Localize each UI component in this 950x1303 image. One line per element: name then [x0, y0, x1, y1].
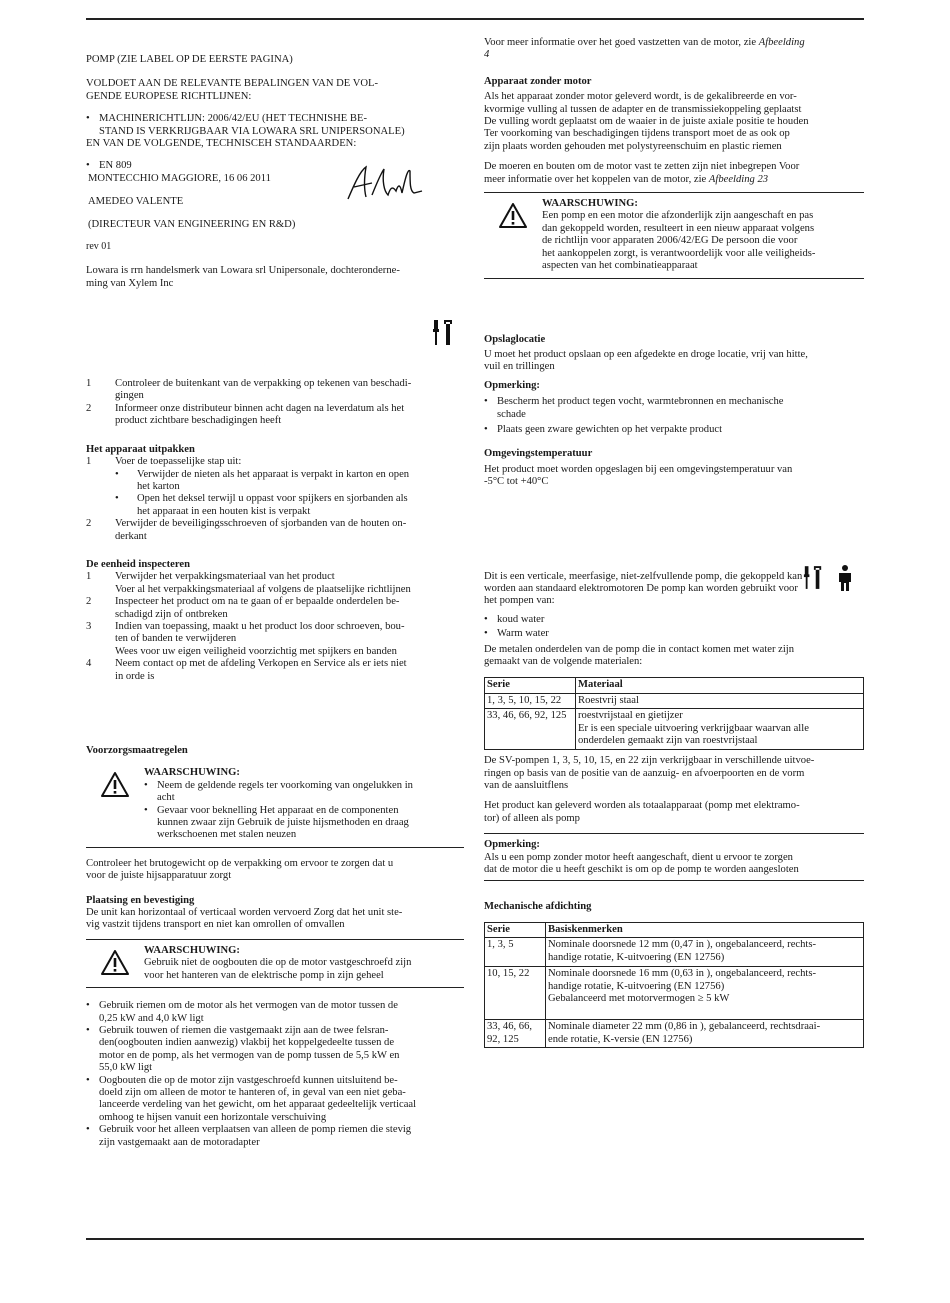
- sv-line: De SV-pompen 1, 3, 5, 10, 15, en 22 zijn verkrijgbaar in verschillende uitvoe-: [484, 755, 815, 767]
- warning-text: het aankoppelen zorgt, is verantwoordelijk voor alle veiligheids-: [542, 247, 816, 259]
- warning-title: WAARSCHUWING:: [542, 198, 638, 210]
- storage-line: vuil en trillingen: [484, 361, 555, 373]
- unpack-heading: Het apparaat uitpakken: [86, 443, 195, 455]
- warning-box: [86, 767, 464, 847]
- warning-text: dan gekoppeld worden, resulteert in een nieuw apparaat volgens: [542, 222, 815, 234]
- note-title: Opmerking:: [484, 839, 540, 851]
- list-item: [144, 805, 464, 842]
- step-number: 1: [86, 571, 92, 583]
- text-line: handige rotatie, K-uitvoering (EN 12756): [548, 980, 725, 992]
- step-text: [115, 403, 464, 428]
- warning-text: Een pomp en een motor die afzonderlijk zijn aangeschaft en pas: [542, 210, 814, 222]
- bullet-mark: •: [144, 804, 148, 816]
- text-line: Inspecteer het product om na te gaan of er bepaalde onderdelen be-: [115, 596, 400, 608]
- revision: rev 01: [86, 240, 112, 252]
- bullet-mark: •: [484, 396, 488, 408]
- bullet-mark: •: [484, 628, 488, 640]
- step-number: 2: [86, 596, 92, 608]
- fluid-text: koud water: [497, 613, 545, 625]
- table-cell: 33, 46, 66, 92, 125: [485, 709, 576, 750]
- table-header: Materiaal: [576, 678, 864, 693]
- person-icon: [837, 565, 853, 591]
- fluid-list: [484, 614, 864, 641]
- decl-line: VOLDOET AAN DE RELEVANTE BEPALINGEN VAN DE VOL-: [86, 78, 379, 90]
- step-number: 4: [86, 658, 92, 670]
- figure-ref: Afbeelding 23: [708, 173, 769, 185]
- text-line: Neem de geldende regels ter voorkoming van ongelukken in: [157, 779, 413, 791]
- nomotor-line: De moeren en bouten om de motor vast te zetten zijn niet inbegrepen Voor: [484, 161, 800, 173]
- check-line: voor de juiste hijsapparatuur zorgt: [86, 870, 232, 882]
- step-text: [115, 518, 464, 543]
- text-line: 92, 125: [487, 1033, 519, 1045]
- nomotor-line: [484, 174, 864, 186]
- text-line: Gebruik touwen of riemen die vastgemaakt zijn aan de twee felsran-: [99, 1024, 389, 1036]
- lifting-text: [99, 1025, 464, 1075]
- sv-line: ringen op basis van de positie van de aanzuig- en afvoerpoorten en de vorm: [484, 767, 805, 779]
- list-item: [86, 1124, 464, 1149]
- text-line: Verwijder de nieten als het apparaat is verpakt in karton en open: [137, 468, 410, 480]
- text-line: Gebruik voor het alleen verplaatsen van alleen de pomp riemen die stevig: [99, 1124, 412, 1136]
- list-item: [144, 780, 464, 805]
- table-cell: 1, 3, 5, 10, 15, 22: [485, 693, 576, 708]
- table-cell: 1, 3, 5: [485, 938, 546, 967]
- warning-box: [484, 192, 864, 278]
- bullet-mark: •: [484, 423, 488, 435]
- text-line: acht: [157, 792, 175, 804]
- table-cell: [546, 1020, 864, 1048]
- sv-line: van de aansluitflens: [484, 780, 569, 792]
- bottom-rule: [86, 1238, 864, 1240]
- figure-ref: Afbeelding: [758, 37, 805, 48]
- warning-triangle-icon: [86, 767, 144, 841]
- bullet-mark: •: [484, 613, 488, 625]
- step-text: [115, 596, 464, 621]
- figure-ref: 4: [484, 49, 490, 61]
- text-line: derkant: [115, 530, 147, 542]
- table-row: [485, 693, 864, 708]
- table-row: [485, 922, 864, 937]
- step-text: [115, 571, 464, 596]
- storage-line: U moet het product opslaan op een afgedekte en droge locatie, vrij van hitte,: [484, 348, 808, 360]
- sub-step-text: [137, 469, 409, 494]
- text-line: Er is een speciale uitvoering verkrijgbaar waarvan alle: [578, 722, 809, 734]
- table-row: [485, 938, 864, 967]
- text-line: Verwijder de beveiligingsschroeven of sjorbanden van de houten on-: [115, 518, 407, 530]
- table-cell: [546, 938, 864, 967]
- table-header: Serie: [485, 678, 576, 693]
- warning-title: WAARSCHUWING:: [144, 944, 240, 956]
- note-text: [497, 396, 864, 421]
- bullet-mark: •: [86, 1000, 90, 1012]
- text-line: product zichtbare beschadigingen heeft: [115, 415, 282, 427]
- storage-heading: Opslaglocatie: [484, 333, 546, 345]
- inspect-list: [86, 571, 464, 683]
- precautions-heading: Voorzorgsmaatregelen: [86, 745, 188, 756]
- text-line: STAND IS VERKRIJGBAAR VIA LOWARA SRL UNIPERSONALE): [99, 125, 405, 137]
- storage-notes: [484, 396, 864, 436]
- place-date: MONTECCHIO MAGGIORE, 16 06 2011: [88, 172, 271, 184]
- warning-body: [542, 198, 864, 272]
- text-line: het karton: [137, 480, 180, 492]
- table-cell: [485, 1020, 546, 1048]
- seal-table: [484, 922, 864, 1048]
- note-text: dat de motor die u heeft geschikt is om op de pomp te worden aangesloten: [484, 864, 799, 876]
- text-line: schadigd zijn of ontbreken: [115, 608, 228, 620]
- brand-line: ming van Xylem Inc: [86, 277, 174, 289]
- nomotor-line: De vulling wordt geplaatst om de waaier in de juiste axiale positie te houden: [484, 116, 809, 128]
- text-line: schade: [497, 408, 526, 420]
- list-item: [86, 1000, 464, 1025]
- lifting-text: [99, 1075, 464, 1125]
- text-line: in orde is: [115, 670, 155, 682]
- warning-text: [157, 805, 464, 842]
- unpack-sublist: [86, 469, 464, 519]
- text-line: ten of banden te verwijderen: [115, 633, 237, 645]
- tools-icon: [432, 320, 454, 350]
- materials-line: De metalen onderdelen van de pomp die in contact komen met water zijn: [484, 643, 795, 655]
- signature-image: [344, 165, 424, 203]
- bullet-mark: •: [86, 1074, 90, 1086]
- text-line: Gebruik riemen om de motor als het vermogen van de motor tussen de: [99, 1000, 398, 1012]
- temperature-line: Het product moet worden opgeslagen bij een omgevingstemperatuur van: [484, 463, 793, 475]
- warning-text: aspecten van het combinatieapparaat: [542, 260, 698, 272]
- motor-ref: [484, 37, 864, 49]
- warning-body: [144, 767, 464, 841]
- text-line: Voer al het verpakkingsmateriaal af volgens de plaatselijke richtlijnen: [115, 583, 411, 595]
- text-line: Informeer onze distributeur binnen acht dagen na leverdatum als het: [115, 402, 405, 414]
- table-header: Basiskenmerken: [546, 922, 864, 937]
- text-line: Gebalanceerd met motorvermogen ≥ 5 kW: [548, 993, 730, 1005]
- bullet-mark: •: [86, 113, 90, 125]
- note-box: [484, 833, 864, 876]
- placement-line: vig vastzit tijdens transport en niet kan omrollen of omvallen: [86, 919, 345, 931]
- text-line: den(oogbouten indien aanwezig) vlakbij het koppelgedeelte tussen de: [99, 1037, 395, 1049]
- list-item: [86, 113, 464, 138]
- nomotor-line: zijn plaats worden gehouden met polystyreenschuim en plastic riemen: [484, 140, 782, 152]
- decl-pump: POMP (ZIE LABEL OP DE EERSTE PAGINA): [86, 54, 293, 65]
- text-line: Neem contact op met de afdeling Verkopen en Service als er iets niet: [115, 658, 407, 670]
- bullet-mark: •: [115, 468, 119, 480]
- fluid-text: Warm water: [497, 628, 549, 640]
- text-line: ende rotatie, K-versie (EN 12756): [548, 1033, 693, 1045]
- list-item: [86, 571, 464, 596]
- list-item: [86, 378, 464, 403]
- text-line: Oogbouten die op de motor zijn vastgeschroefd kunnen uitsluitend be-: [99, 1074, 398, 1086]
- step-text: [115, 378, 464, 403]
- text-line: gingen: [115, 390, 144, 402]
- text-line: handige rotatie, K-uitvoering (EN 12756): [548, 951, 725, 963]
- step-number: 1: [86, 378, 92, 390]
- text-line: omhoog te hijsen vanuit een horizontale verschuiving: [99, 1111, 327, 1123]
- bullet-mark: •: [115, 493, 119, 505]
- step-number: 3: [86, 620, 92, 632]
- warning-text: voor het hanteren van de elektrische pomp in zijn geheel: [144, 969, 384, 981]
- text-line: 33, 46, 66,: [487, 1021, 533, 1033]
- table-cell: 10, 15, 22: [485, 967, 546, 1020]
- list-item: [484, 614, 864, 626]
- materials-table: [484, 677, 864, 750]
- unpack-list: [86, 456, 464, 543]
- temperature-line: -5°C tot +40°C: [484, 476, 549, 488]
- warning-triangle-icon: [86, 945, 144, 982]
- lifting-list: [86, 1000, 464, 1149]
- list-item: [484, 396, 864, 421]
- package-inspection-list: [86, 378, 464, 428]
- text-line: Nominale doorsnede 12 mm (0,47 in ), ongebalanceerd, rechts-: [548, 939, 816, 951]
- warning-text: Gebruik niet de oogbouten die op de motor vastgeschroefd zijn: [144, 957, 412, 969]
- warning-title: WAARSCHUWING:: [144, 767, 240, 779]
- table-cell: [576, 709, 864, 750]
- bullet-mark: •: [86, 160, 90, 172]
- warning-text: [157, 780, 464, 805]
- text-line: Controleer de buitenkant van de verpakking op tekenen van beschadi-: [115, 378, 412, 390]
- table-cell: Roestvrij staal: [576, 693, 864, 708]
- text-line: lanceerde verdeling van het gewicht, om het apparaat gedeeltelijk verticaal: [99, 1099, 417, 1111]
- text-line: 55,0 kW ligt: [99, 1062, 153, 1074]
- signature-block: [86, 173, 464, 235]
- bullet-mark: •: [86, 1124, 90, 1136]
- text-line: het apparaat in een houten kist is verpakt: [137, 505, 311, 517]
- text-line: kunnen zwaar zijn Gebruik de juiste hijsmethoden en draag: [157, 817, 409, 829]
- text-line: zijn vastgemaakt aan de motoradapter: [99, 1136, 260, 1148]
- list-item: [86, 658, 464, 683]
- description-line: worden aan standaard elektromotoren De pomp kan worden gebruikt voor: [484, 582, 798, 594]
- nomotor-heading: Apparaat zonder motor: [484, 75, 592, 87]
- list-item: [484, 628, 864, 640]
- standard-text: EN 809: [99, 160, 132, 172]
- list-item: [86, 518, 464, 543]
- note-text: Als u een pomp zonder motor heeft aangeschaft, dient u ervoor te zorgen: [484, 851, 793, 863]
- nomotor-line: kvormige vulling al tussen de adapter en de transmissiekoppeling geplaatst: [484, 103, 802, 115]
- note-title: Opmerking:: [484, 379, 540, 391]
- text-line: Verwijder het verpakkingsmateriaal van het product: [115, 571, 335, 583]
- total-line: tor) of alleen als pomp: [484, 812, 580, 824]
- description-line: het pompen van:: [484, 595, 555, 607]
- bullet-mark: •: [86, 1024, 90, 1036]
- text-line: motor en de pomp, als het vermogen van de pomp tussen de 5,5 kW en: [99, 1049, 400, 1061]
- text-span: meer informatie over het koppelen van de motor, zie: [484, 173, 709, 185]
- right-column: [484, 37, 864, 1048]
- table-row: [485, 709, 864, 750]
- icon-group: [803, 565, 853, 591]
- total-line: Het product kan geleverd worden als totaalapparaat (pomp met elektramo-: [484, 800, 800, 812]
- table-row: [485, 1020, 864, 1048]
- left-column: [86, 54, 464, 1149]
- top-rule: [86, 18, 864, 20]
- text-line: Open het deksel terwijl u oppast voor spijkers en sjorbanden als: [137, 493, 408, 505]
- check-line: Controleer het brutogewicht op de verpakking om ervoor te zorgen dat u: [86, 857, 394, 869]
- table-row: [485, 967, 864, 1020]
- brand-line: Lowara is rrn handelsmerk van Lowara srl Unipersonale, dochteronderne-: [86, 265, 400, 277]
- warning-triangle-icon: [484, 198, 542, 272]
- decl-bullet-text: [99, 113, 464, 138]
- decl-line: GENDE EUROPESE RICHTLIJNEN:: [86, 90, 252, 102]
- list-item: [86, 1025, 464, 1075]
- list-item: [86, 621, 464, 658]
- warning-box: [86, 939, 464, 988]
- warning-list: [144, 780, 464, 842]
- inspect-heading: De eenheid inspecteren: [86, 558, 190, 570]
- warning-text: de richtlijn voor apparaten 2006/42/EG De persoon die voor: [542, 235, 798, 247]
- text-line: doeld zijn om alleen de motor te hanteren of, in geval van een niet geba-: [99, 1086, 406, 1098]
- list-item: [115, 493, 464, 518]
- text-line: werkschoenen met stalen neuzen: [157, 829, 297, 841]
- list-item: [86, 456, 464, 468]
- text-span: Voor meer informatie over het goed vastzetten van de motor, zie: [484, 37, 759, 48]
- nomotor-line: Als het apparaat zonder motor geleverd wordt, is de gekalibreerde en vor-: [484, 91, 797, 103]
- text-line: Gevaar voor beknelling Het apparaat en de componenten: [157, 804, 399, 816]
- text-line: 0,25 kW and 4,0 kW ligt: [99, 1012, 204, 1024]
- materials-line: gemaakt van de volgende materialen:: [484, 656, 643, 667]
- decl-bullets: [86, 113, 464, 138]
- decl-line: EN VAN DE VOLGENDE, TECHNISCEH STANDAARDEN:: [86, 138, 357, 150]
- tools-icon: [803, 565, 823, 591]
- warning-body: [144, 945, 464, 982]
- step-number: 2: [86, 518, 92, 530]
- temperature-heading: Omgevingstemperatuur: [484, 448, 593, 460]
- list-item: [86, 596, 464, 621]
- note-text: Plaats geen zware gewichten op het verpakte product: [497, 423, 723, 435]
- nomotor-line: Ter voorkoming van beschadigingen tijdens transport moet de as ook op: [484, 128, 790, 140]
- list-item: [86, 403, 464, 428]
- bullet-mark: •: [144, 779, 148, 791]
- text-line: Wees voor uw eigen veiligheid voorzichtig met spijkers en banden: [115, 645, 397, 657]
- step-number: 2: [86, 402, 92, 414]
- text-line: onderdelen gemaakt zijn van roestvrijstaal: [578, 735, 758, 747]
- text-line: roestvrijstaal en gietijzer: [578, 710, 683, 722]
- text-line: Indien van toepassing, maakt u het product los door schroeven, bou-: [115, 620, 405, 632]
- lifting-text: [99, 1124, 464, 1149]
- placement-heading: Plaatsing en bevestiging: [86, 894, 195, 906]
- placement-line: De unit kan horizontaal of verticaal worden vervoerd Zorg dat het unit ste-: [86, 907, 403, 919]
- lifting-text: [99, 1000, 464, 1025]
- list-item: [484, 424, 864, 436]
- list-item: [86, 1075, 464, 1125]
- table-row: [485, 678, 864, 693]
- step-text: Voer de toepasselijke stap uit:: [115, 456, 242, 468]
- description-line: Dit is een verticale, meerfasige, niet-zelfvullende pomp, die gekoppeld kan: [484, 570, 803, 582]
- sub-step-text: [137, 493, 408, 518]
- step-text: [115, 621, 464, 658]
- signer-role: (DIRECTEUR VAN ENGINEERING EN R&D): [88, 218, 296, 230]
- signer-name: AMEDEO VALENTE: [88, 195, 184, 207]
- table-cell: [546, 967, 864, 1020]
- seal-heading: Mechanische afdichting: [484, 901, 592, 913]
- table-header: Serie: [485, 922, 546, 937]
- text-line: MACHINERICHTLIJN: 2006/42/EU (HET TECHNISHE BE-: [99, 113, 367, 125]
- text-line: Nominale diameter 22 mm (0,86 in ), gebalanceerd, rechtsdraai-: [548, 1021, 821, 1033]
- step-text: [115, 658, 464, 683]
- text-line: Nominale doorsnede 16 mm (0,63 in ), ongebalanceerd, rechts-: [548, 968, 816, 980]
- list-item: [115, 469, 464, 494]
- declaration: [86, 54, 464, 290]
- text-line: Bescherm het product tegen vocht, warmtebronnen en mechanische: [497, 396, 784, 408]
- step-number: 1: [86, 456, 92, 468]
